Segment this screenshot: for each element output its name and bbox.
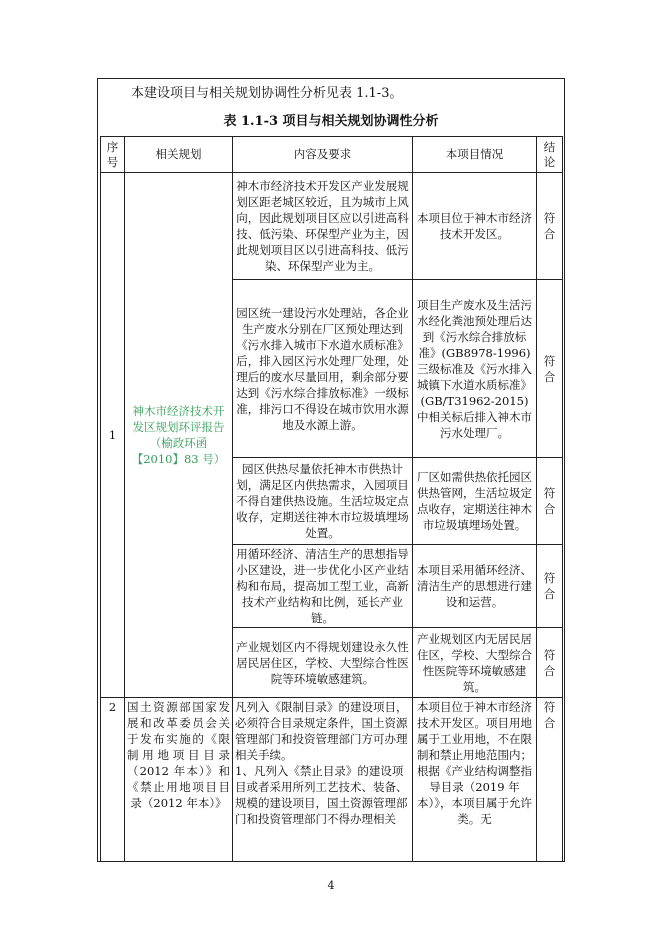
content-cell: 用循环经济、清洁生产的思想指导小区建设，进一步优化小区产业结构和布局，提高加工型工业，高新技术产业结构和比例，延长产业链。 [233,545,413,628]
table-row [101,698,563,863]
situation-cell: 本项目采用循环经济、清洁生产的思想进行建设和运营。 [413,545,537,628]
page-number: 4 [327,879,335,892]
content-cell: 神木市经济技术开发区产业发展规划区距老城区较近，且为城市上风向，因此规划项目区应以引进高科技、低污染、环保型产业为主，因此规划项目区以引进高科技、低污染、环保型产业为主。 [233,173,413,280]
header-conclusion: 结论 [537,137,563,173]
group1-no: 1 [101,173,125,698]
conclusion-cell: 符合 [537,458,563,545]
header-row [101,137,563,173]
conclusion-cell: 符合 [537,173,563,280]
content-cell: 园区统一建设污水处理站，各企业生产废水分别在厂区预处理达到《污水排入城市下水道水质标准》后，排入园区污水处理厂处理，处理后的废水尽量回用，剩余部分要达到《污水综合排放标准》一级标准，排污口不得设在城市饮用水源地及水源上游。 [233,280,413,458]
intro-text: 本建设项目与相关规划协调性分析见表 1.1-3。 [131,86,403,101]
header-content: 内容及要求 [233,137,413,173]
table-row [101,173,563,280]
header-no: 序号 [101,137,125,173]
group2-plan: 国土资源部国家发展和改革委员会关于发布实施的《限制用地项目目录（2012 年本）》和《禁止用地项目目录（2012 年本）》 [125,698,233,863]
group2-no: 2 [101,698,125,863]
group2-situation: 本项目位于神木市经济技术开发区。项目用地属于工业用地，不在限制和禁止用地范围内；根据《产业结构调整指导目录（2019 年本）》，本项目属于允许类。无 [413,698,537,863]
conclusion-cell: 符合 [537,628,563,698]
situation-cell: 产业规划区内无居民居住区，学校、大型综合性医院等环境敏感建筑。 [413,628,537,698]
table-caption: 表 1.1-3 项目与相关规划协调性分析 [223,114,439,129]
header-situation: 本项目情况 [413,137,537,173]
group2-conclusion: 符合 [537,698,563,863]
conclusion-cell: 符合 [537,280,563,458]
content-cell: 产业规划区内不得规划建设永久性居民居住区，学校、大型综合性医院等环境敏感建筑。 [233,628,413,698]
header-plan: 相关规划 [125,137,233,173]
group1-plan: 神木市经济技术开发区规划环评报告（榆政环函【2010】83 号） [125,173,233,698]
page-frame [97,78,565,862]
conclusion-cell: 符合 [537,545,563,628]
coordination-table [100,136,563,862]
situation-cell: 厂区如需供热依托园区供热管网，生活垃圾定点收存，定期送往神木市垃圾填埋场处置。 [413,458,537,545]
content-cell: 园区供热尽量依托神木市供热计划，满足区内供热需求，入园项目不得自建供热设施。生活垃圾定点收存，定期送往神木市垃圾填埋场处置。 [233,458,413,545]
situation-cell: 项目生产废水及生活污水经化粪池预处理后达到《污水综合排放标准》(GB8978-1996)三级标准及《污水排入城镇下水道水质标准》(GB/T31962-2015)中相关标后排入神木市污水处理厂。 [413,280,537,458]
situation-cell: 本项目位于神木市经济技术开发区。 [413,173,537,280]
group2-content: 凡列入《限制目录》的建设项目，必须符合目录规定条件，国土资源管理部门和投资管理部门方可办理相关手续。 1、凡列入《禁止目录》的建设项目或者采用所列工艺技术、装备、规模的建设项目，国土资源管理部门和投资管理部门不得办理相关 [233,698,413,863]
